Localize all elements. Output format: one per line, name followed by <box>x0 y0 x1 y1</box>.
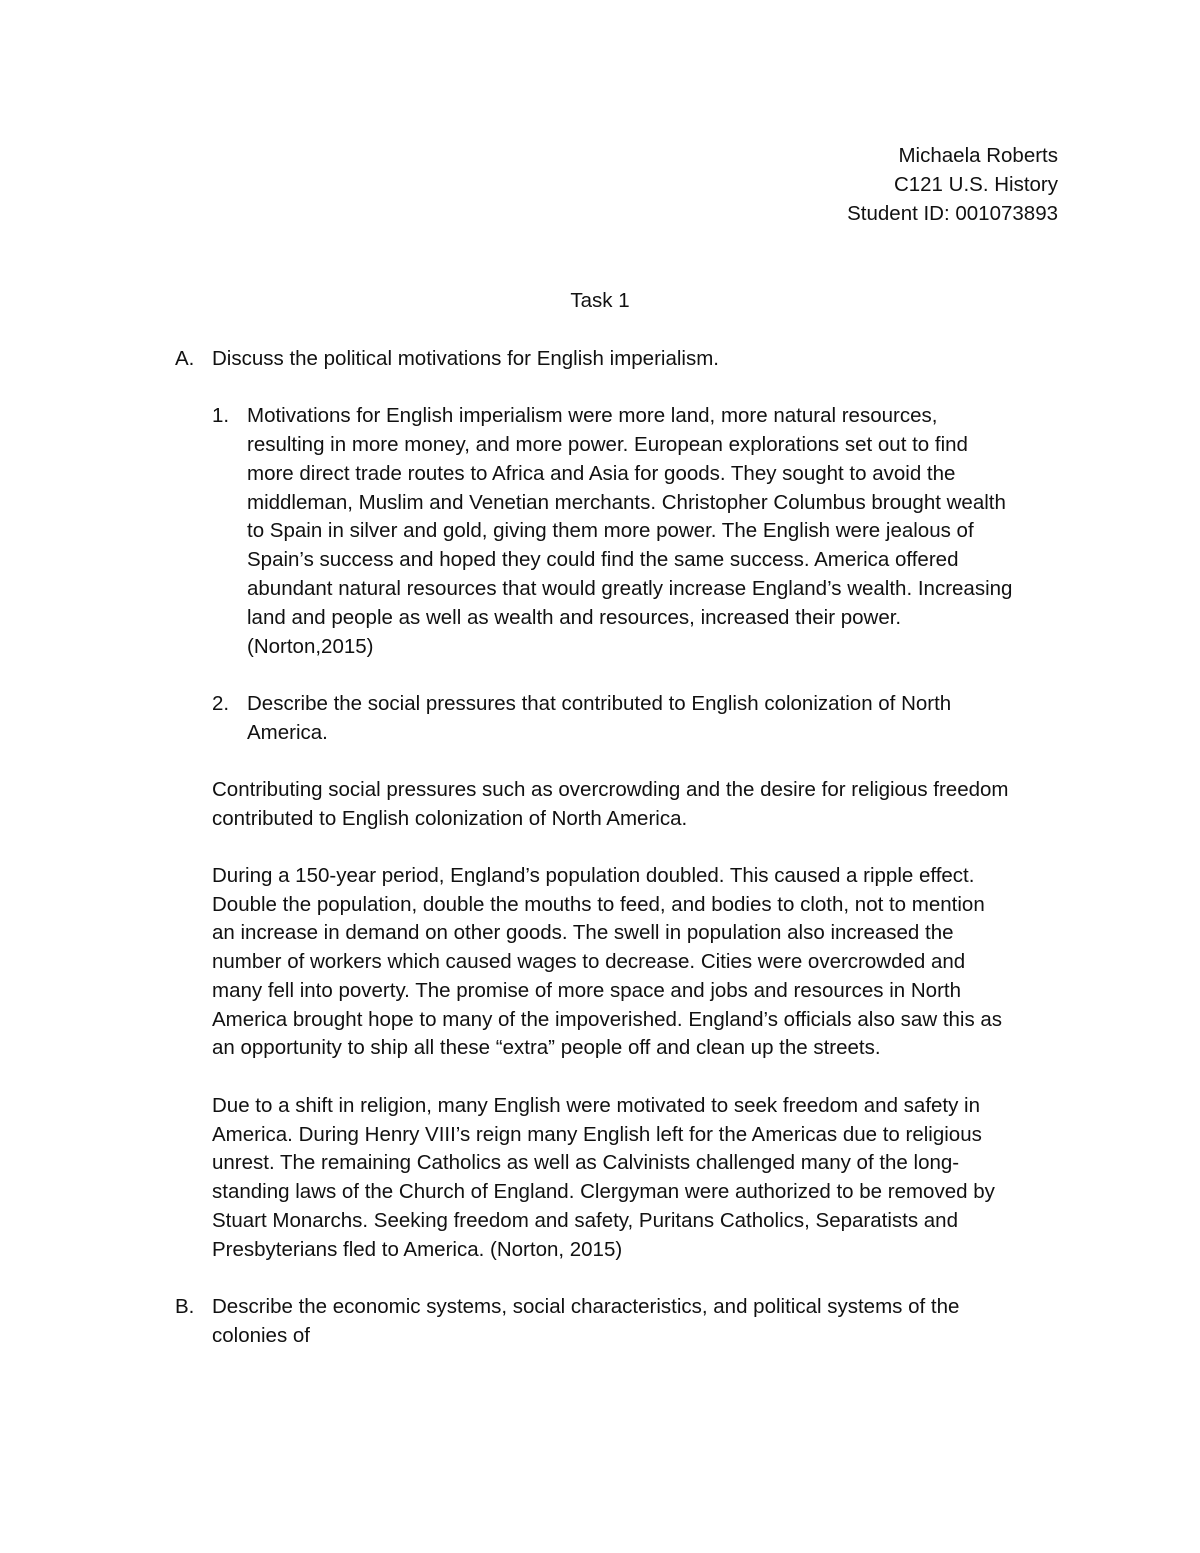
item-2-line: Describe the social pressures that contributed to English colonization of North <box>247 692 952 715</box>
section-b-marker: B. <box>175 1295 195 1318</box>
section-b-line: colonies of <box>212 1324 311 1347</box>
item-1-line: resulting in more money, and more power. European explorations set out to find <box>247 433 968 456</box>
student-id: Student ID: 001073893 <box>847 202 1058 225</box>
paragraph-2-line: an increase in demand on other goods. The swell in population also increased the <box>212 921 954 944</box>
paragraph-3-line: standing laws of the Church of England. Clergyman were authorized to be removed by <box>212 1180 995 1203</box>
paragraph-2-line: America brought hope to many of the impoverished. England’s officials also saw this as <box>212 1008 1003 1031</box>
paragraph-1-line: Contributing social pressures such as overcrowding and the desire for religious freedom <box>212 778 1009 801</box>
item-1-line: to Spain in silver and gold, giving them more power. The English were jealous of <box>247 519 974 542</box>
paragraph-2-line: many fell into poverty. The promise of more space and jobs and resources in North <box>212 979 962 1002</box>
item-1-line: abundant natural resources that would greatly increase England’s wealth. Increasing <box>247 577 1013 600</box>
item-1-line: Spain’s success and hoped they could find the same success. America offered <box>247 548 959 571</box>
paragraph-2-line: number of workers which caused wages to decrease. Cities were overcrowded and <box>212 950 966 973</box>
paragraph-1-line: contributed to English colonization of North America. <box>212 807 688 830</box>
paragraph-2-line: During a 150-year period, England’s population doubled. This caused a ripple effect. <box>212 864 975 887</box>
section-b-line: Describe the economic systems, social characteristics, and political systems of the <box>212 1295 960 1318</box>
item-1-line: more direct trade routes to Africa and Asia for goods. They sought to avoid the <box>247 462 956 485</box>
section-a-marker: A. <box>175 347 195 370</box>
author-name: Michaela Roberts <box>898 144 1058 167</box>
item-1-line: middleman, Muslim and Venetian merchants. Christopher Columbus brought wealth <box>247 491 1006 514</box>
paragraph-3-line: Presbyterians fled to America. (Norton, 2015) <box>212 1238 623 1261</box>
item-1-marker: 1. <box>212 404 230 427</box>
paragraph-2-line: Double the population, double the mouths to feed, and bodies to cloth, not to mention <box>212 893 985 916</box>
section-a-heading: Discuss the political motivations for English imperialism. <box>212 347 719 370</box>
item-2-line: America. <box>247 721 328 744</box>
page-title: Task 1 <box>570 289 630 312</box>
item-2-marker: 2. <box>212 692 230 715</box>
paragraph-3-line: unrest. The remaining Catholics as well as Calvinists challenged many of the long- <box>212 1151 960 1174</box>
item-1-line: (Norton,2015) <box>247 635 374 658</box>
item-1-line: land and people as well as wealth and resources, increased their power. <box>247 606 902 629</box>
paragraph-3-line: America. During Henry VIII’s reign many English left for the Americas due to religious <box>212 1123 982 1146</box>
course-name: C121 U.S. History <box>893 173 1058 196</box>
paragraph-3-line: Due to a shift in religion, many English were motivated to seek freedom and safety in <box>212 1094 981 1117</box>
paragraph-2-line: an opportunity to ship all these “extra” people off and clean up the streets. <box>212 1036 881 1059</box>
item-1-line: Motivations for English imperialism were more land, more natural resources, <box>247 404 938 427</box>
paragraph-3-line: Stuart Monarchs. Seeking freedom and safety, Puritans Catholics, Separatists and <box>212 1209 958 1232</box>
